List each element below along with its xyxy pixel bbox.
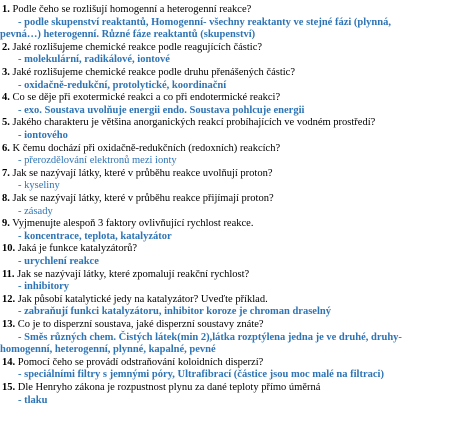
answer-line: pevná…) heterogenní. Různé fáze reaktantů (skupenství) (0, 29, 256, 41)
question-line (2, 193, 274, 205)
question-number: 4. (2, 92, 10, 104)
question-text: Co je to disperzní soustava, jaké disperzní soustavy znáte? (15, 319, 264, 330)
question-number: 9. (2, 218, 10, 230)
answer-line: - speciálními filtry s jemnými póry, Ultrafibrací (částice jsou moc malé na filtraci) (18, 369, 384, 381)
question-number: 5. (2, 117, 10, 129)
question-line (2, 67, 295, 79)
question-number: 8. (2, 193, 10, 204)
question-text: Co se děje při exotermické reakci a co při endotermické reakci? (9, 92, 281, 104)
question-text: K čemu dochází při oxidačně-redukčních (redoxních) reakcích? (9, 142, 281, 154)
answer-line: - zabraňují funkci katalyzátoru, inhibitor koroze je chroman draselný (18, 306, 331, 318)
question-text: Pomocí čeho se provádí odstraňování koloidních disperzí? (15, 356, 264, 368)
question-line (2, 269, 249, 281)
question-number: 10. (2, 243, 16, 255)
question-line (2, 117, 375, 129)
question-text: Dle Henryho zákona je rozpustnost plynu za dané teploty přímo úměrná (15, 382, 321, 393)
question-line (2, 42, 262, 54)
question-number: 1. (2, 4, 10, 15)
answer-line: - podle skupenství reaktantů, Homogenní- všechny reaktanty ve stejné fázi (plynná, (18, 16, 391, 28)
question-number: 14. (2, 356, 16, 368)
question-number: 3. (2, 67, 10, 78)
question-number: 13. (2, 319, 16, 330)
question-text: Jak se nazývají látky, které zpomalují reakční rychlost? (14, 268, 250, 280)
question-text: Jaká je funkce katalyzátorů? (15, 243, 137, 255)
question-line (2, 168, 272, 180)
question-text: Podle čeho se rozlišují homogenní a heterogenní reakce? (9, 4, 252, 15)
question-text: Vyjmenujte alespoň 3 faktory ovlivňující rychlost reakce. (9, 218, 254, 230)
answer-line: - molekulární, radikálové, iontové (18, 54, 170, 66)
question-line (2, 143, 280, 155)
question-line (2, 243, 137, 255)
question-number: 15. (2, 382, 16, 393)
answer-line: - tlaku (18, 394, 48, 406)
answer-line: - koncentrace, teplota, katalyzátor (18, 230, 172, 242)
answer-line: - inhibitory (18, 281, 70, 293)
answer-line: - přerozdělování elektronů mezi ionty (18, 155, 177, 167)
question-text: Jaké rozlišujeme chemické reakce podle reagujících částic? (9, 41, 263, 53)
question-number: 12. (2, 293, 16, 305)
question-text: Jakého charakteru je většina anorganických reakcí probíhajících ve vodném prostředí? (9, 117, 376, 129)
answer-line: - kyseliny (18, 180, 60, 192)
question-text: Jaké rozlišujeme chemické reakce podle druhu přenášených částic? (9, 67, 295, 78)
answer-line: - exo. Soustava uvolňuje energii endo. Soustava pohlcuje energii (18, 104, 305, 116)
question-text: Jak se nazývají látky, které v průběhu reakce přijímají proton? (9, 193, 274, 204)
question-line (2, 357, 263, 369)
question-line (2, 382, 320, 394)
answer-line: - Směs různých chem. Čistých látek(min 2),látka rozptýlena jedna je ve druhé, druhy- (18, 331, 402, 343)
question-number: 11. (2, 268, 15, 280)
question-line (2, 218, 253, 230)
question-text: Jak se nazývají látky, které v průběhu reakce uvolňují proton? (9, 167, 273, 179)
question-number: 7. (2, 167, 10, 179)
question-line (2, 4, 251, 16)
question-line (2, 319, 264, 331)
answer-line: - zásady (18, 205, 53, 217)
answer-line: homogenní, heterogenní, plynné, kapalné, pevné (0, 344, 216, 356)
question-number: 6. (2, 142, 10, 154)
question-number: 2. (2, 41, 10, 53)
question-text: Jak působí katalytické jedy na katalyzátor? Uveďte příklad. (15, 293, 268, 305)
answer-line: - urychlení reakce (18, 256, 99, 267)
answer-line: - oxidačně-redukční, protolytické, koordinační (18, 79, 227, 91)
answer-line: - iontového (18, 130, 68, 141)
question-line (2, 92, 280, 104)
question-line (2, 294, 268, 306)
